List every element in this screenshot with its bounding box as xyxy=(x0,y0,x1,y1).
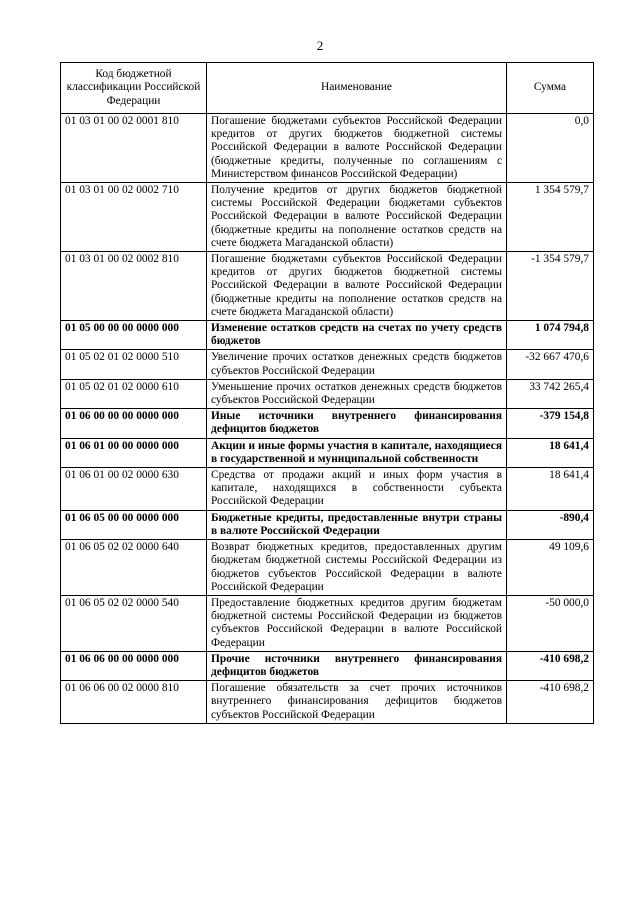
row-code: 01 06 05 02 02 0000 540 xyxy=(61,595,207,651)
header-sum: Сумма xyxy=(507,63,594,114)
row-code: 01 03 01 00 02 0002 710 xyxy=(61,183,207,252)
row-name: Погашение бюджетами субъектов Российской Федерации кредитов от других бюджетов бюджетной системы Российской Федерации в валюте Российской Федерации (бюджетные кредиты, полученные по соглашениям с Министерством финансов Российской Федерации) xyxy=(207,114,507,183)
row-code: 01 06 00 00 00 0000 000 xyxy=(61,409,207,438)
table-row xyxy=(61,379,594,408)
row-sum: -890,4 xyxy=(507,510,594,539)
row-name: Предоставление бюджетных кредитов другим бюджетам бюджетной системы Российской Федерации из бюджетов субъектов Российской Федерации в валюте Российской Федерации xyxy=(207,595,507,651)
row-code: 01 05 00 00 00 0000 000 xyxy=(61,321,207,350)
row-name: Погашение обязательств за счет прочих источников внутреннего финансирования дефицитов бюджетов субъектов Российской Федерации xyxy=(207,681,507,724)
table-row xyxy=(61,468,594,511)
row-name: Бюджетные кредиты, предоставленные внутри страны в валюте Российской Федерации xyxy=(207,510,507,539)
row-name: Получение кредитов от других бюджетов бюджетной системы Российской Федерации бюджетами субъектов Российской Федерации в валюте Российской Федерации (бюджетные кредиты на пополнение остатков средств на счете бюджета Магаданской области) xyxy=(207,183,507,252)
table-row xyxy=(61,651,594,680)
row-name: Средства от продажи акций и иных форм участия в капитале, находящихся в собственности субъекта Российской Федерации xyxy=(207,468,507,511)
row-code: 01 06 06 00 00 0000 000 xyxy=(61,651,207,680)
budget-sources-table xyxy=(60,62,594,724)
row-code: 01 06 05 00 00 0000 000 xyxy=(61,510,207,539)
row-name: Уменьшение прочих остатков денежных средств бюджетов субъектов Российской Федерации xyxy=(207,379,507,408)
row-sum: 1 074 794,8 xyxy=(507,321,594,350)
row-sum: -379 154,8 xyxy=(507,409,594,438)
row-sum: -32 667 470,6 xyxy=(507,350,594,379)
row-code: 01 06 01 00 02 0000 630 xyxy=(61,468,207,511)
row-name: Прочие источники внутреннего финансирования дефицитов бюджетов xyxy=(207,651,507,680)
header-code: Код бюджетной классификации Российской Федерации xyxy=(61,63,207,114)
row-code: 01 05 02 01 02 0000 510 xyxy=(61,350,207,379)
row-sum: 18 641,4 xyxy=(507,438,594,467)
row-code: 01 06 05 02 02 0000 640 xyxy=(61,540,207,596)
row-sum: 1 354 579,7 xyxy=(507,183,594,252)
table-row xyxy=(61,510,594,539)
row-code: 01 05 02 01 02 0000 610 xyxy=(61,379,207,408)
row-code: 01 03 01 00 02 0002 810 xyxy=(61,252,207,321)
row-name: Иные источники внутреннего финансирования дефицитов бюджетов xyxy=(207,409,507,438)
row-sum: -50 000,0 xyxy=(507,595,594,651)
table-row xyxy=(61,252,594,321)
table-row xyxy=(61,540,594,596)
row-code: 01 06 06 00 02 0000 810 xyxy=(61,681,207,724)
table-row xyxy=(61,409,594,438)
table-row xyxy=(61,350,594,379)
row-sum: -1 354 579,7 xyxy=(507,252,594,321)
row-sum: 18 641,4 xyxy=(507,468,594,511)
header-name: Наименование xyxy=(207,63,507,114)
row-sum: 49 109,6 xyxy=(507,540,594,596)
row-sum: -410 698,2 xyxy=(507,681,594,724)
row-name: Изменение остатков средств на счетах по учету средств бюджетов xyxy=(207,321,507,350)
row-name: Увеличение прочих остатков денежных средств бюджетов субъектов Российской Федерации xyxy=(207,350,507,379)
row-sum: 0,0 xyxy=(507,114,594,183)
table-row xyxy=(61,321,594,350)
row-name: Возврат бюджетных кредитов, предоставленных другим бюджетам бюджетной системы Российской Федерации из бюджетов субъектов Российской Федерации в валюте Российской Федерации xyxy=(207,540,507,596)
row-sum: 33 742 265,4 xyxy=(507,379,594,408)
row-name: Акции и иные формы участия в капитале, находящиеся в государственной и муниципальной собственности xyxy=(207,438,507,467)
page-number: 2 xyxy=(316,38,324,53)
row-sum: -410 698,2 xyxy=(507,651,594,680)
row-name: Погашение бюджетами субъектов Российской Федерации кредитов от других бюджетов бюджетной системы Российской Федерации в валюте Российской Федерации (бюджетные кредиты на пополнение остатков средств на счете бюджета Магаданской области) xyxy=(207,252,507,321)
table-row xyxy=(61,595,594,651)
table-row xyxy=(61,183,594,252)
row-code: 01 03 01 00 02 0001 810 xyxy=(61,114,207,183)
table-row xyxy=(61,438,594,467)
table-row xyxy=(61,114,594,183)
row-code: 01 06 01 00 00 0000 000 xyxy=(61,438,207,467)
table-header-row xyxy=(61,63,594,114)
table-row xyxy=(61,681,594,724)
